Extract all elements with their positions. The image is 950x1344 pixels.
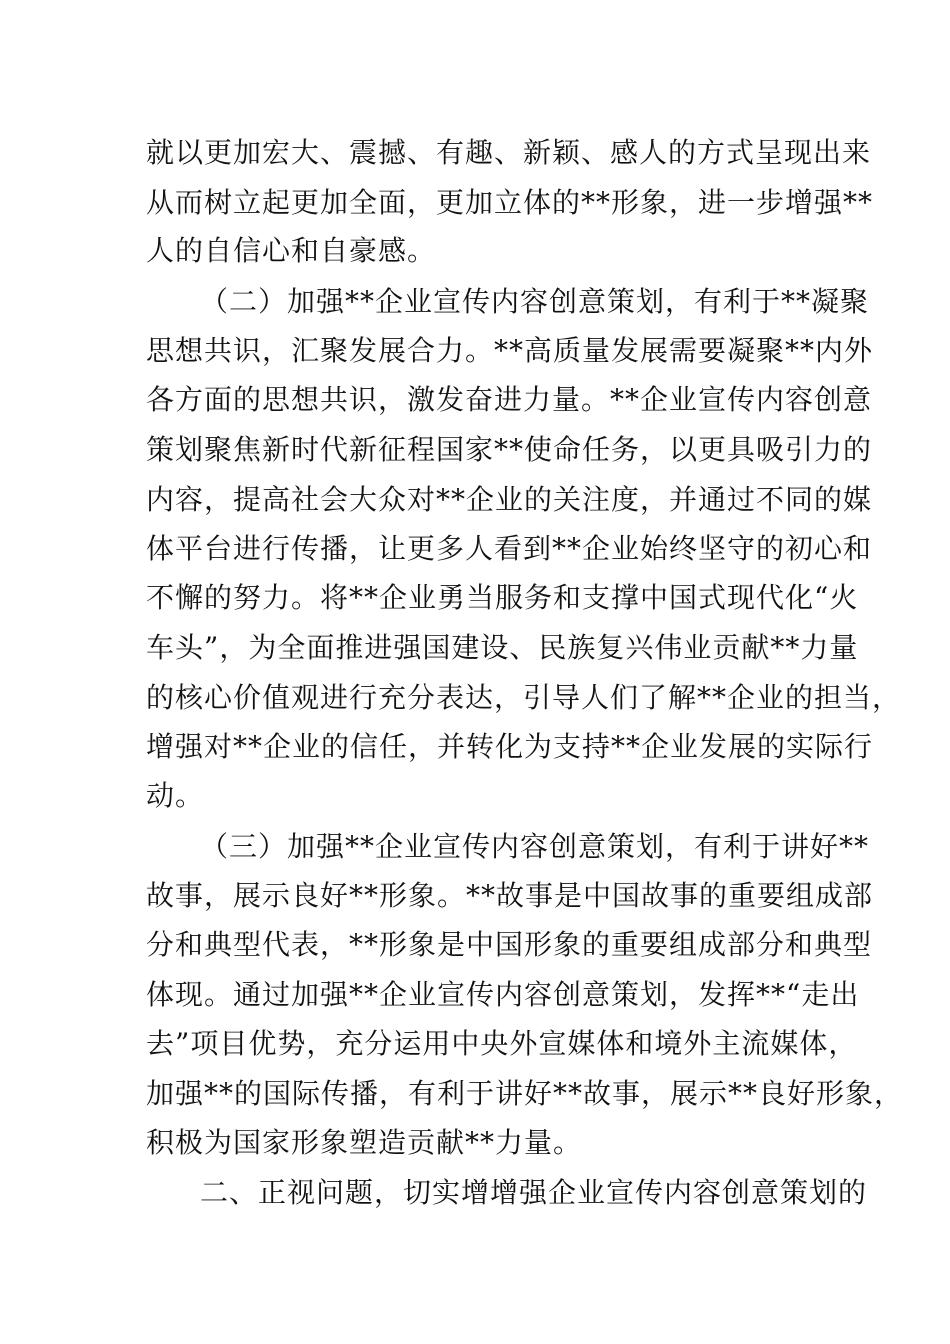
body-text-line: 积极为国家形象塑造贡献**力量。: [146, 1126, 583, 1159]
body-text-line: 体平台进行传播，让更多人看到**企业始终坚守的初心和: [146, 532, 873, 565]
body-text-line: 就以更加宏大、震撼、有趣、新颖、感人的方式呈现出来: [146, 136, 872, 169]
body-text-line: 分和典型代表，**形象是中国形象的重要组成部分和典型: [146, 928, 873, 961]
body-text-line: 动。: [146, 779, 205, 812]
body-text-line: 策划聚焦新时代新征程国家**使命任务，以更具吸引力的: [146, 433, 873, 466]
body-text-line: 加强**的国际传播，有利于讲好**故事，展示**良好形象，: [146, 1077, 904, 1110]
body-text-line: 思想共识，汇聚发展合力。**高质量发展需要凝聚**内外: [146, 334, 874, 367]
part-two-heading-line: 二、正视问题，切实增增强企业宣传内容创意策划的: [200, 1176, 868, 1209]
body-text-line: 不懈的努力。将**企业勇当服务和支撑中国式现代化“火: [146, 581, 859, 614]
body-text-line: 的核心价值观进行充分表达，引导人们了解**企业的担当，: [146, 681, 902, 714]
body-text-line: 内容，提高社会大众对**企业的关注度，并通过不同的媒: [146, 483, 873, 516]
section-two-heading-line: （二）加强**企业宣传内容创意策划，有利于**凝聚: [200, 285, 870, 318]
body-text-line: 去”项目优势，充分运用中央外宣媒体和境外主流媒体，: [146, 1027, 858, 1060]
body-text-line: 各方面的思想共识，激发奋进力量。**企业宣传内容创意: [146, 383, 873, 416]
body-text-line: 车头”，为全面推进强国建设、民族复兴伟业贡献**力量: [146, 631, 859, 664]
body-text-line: 人的自信心和自豪感。: [146, 234, 437, 267]
body-text-line: 体现。通过加强**企业宣传内容创意策划，发挥**“走出: [146, 978, 860, 1011]
body-text-line: 故事，展示良好**形象。**故事是中国故事的重要组成部: [146, 879, 874, 912]
section-three-heading-line: （三）加强**企业宣传内容创意策划，有利于讲好**: [200, 830, 870, 863]
body-text-line: 增强对**企业的信任，并转化为支持**企业发展的实际行: [146, 730, 874, 763]
body-text-line: 从而树立起更加全面，更加立体的**形象，进一步增强**: [146, 186, 874, 219]
